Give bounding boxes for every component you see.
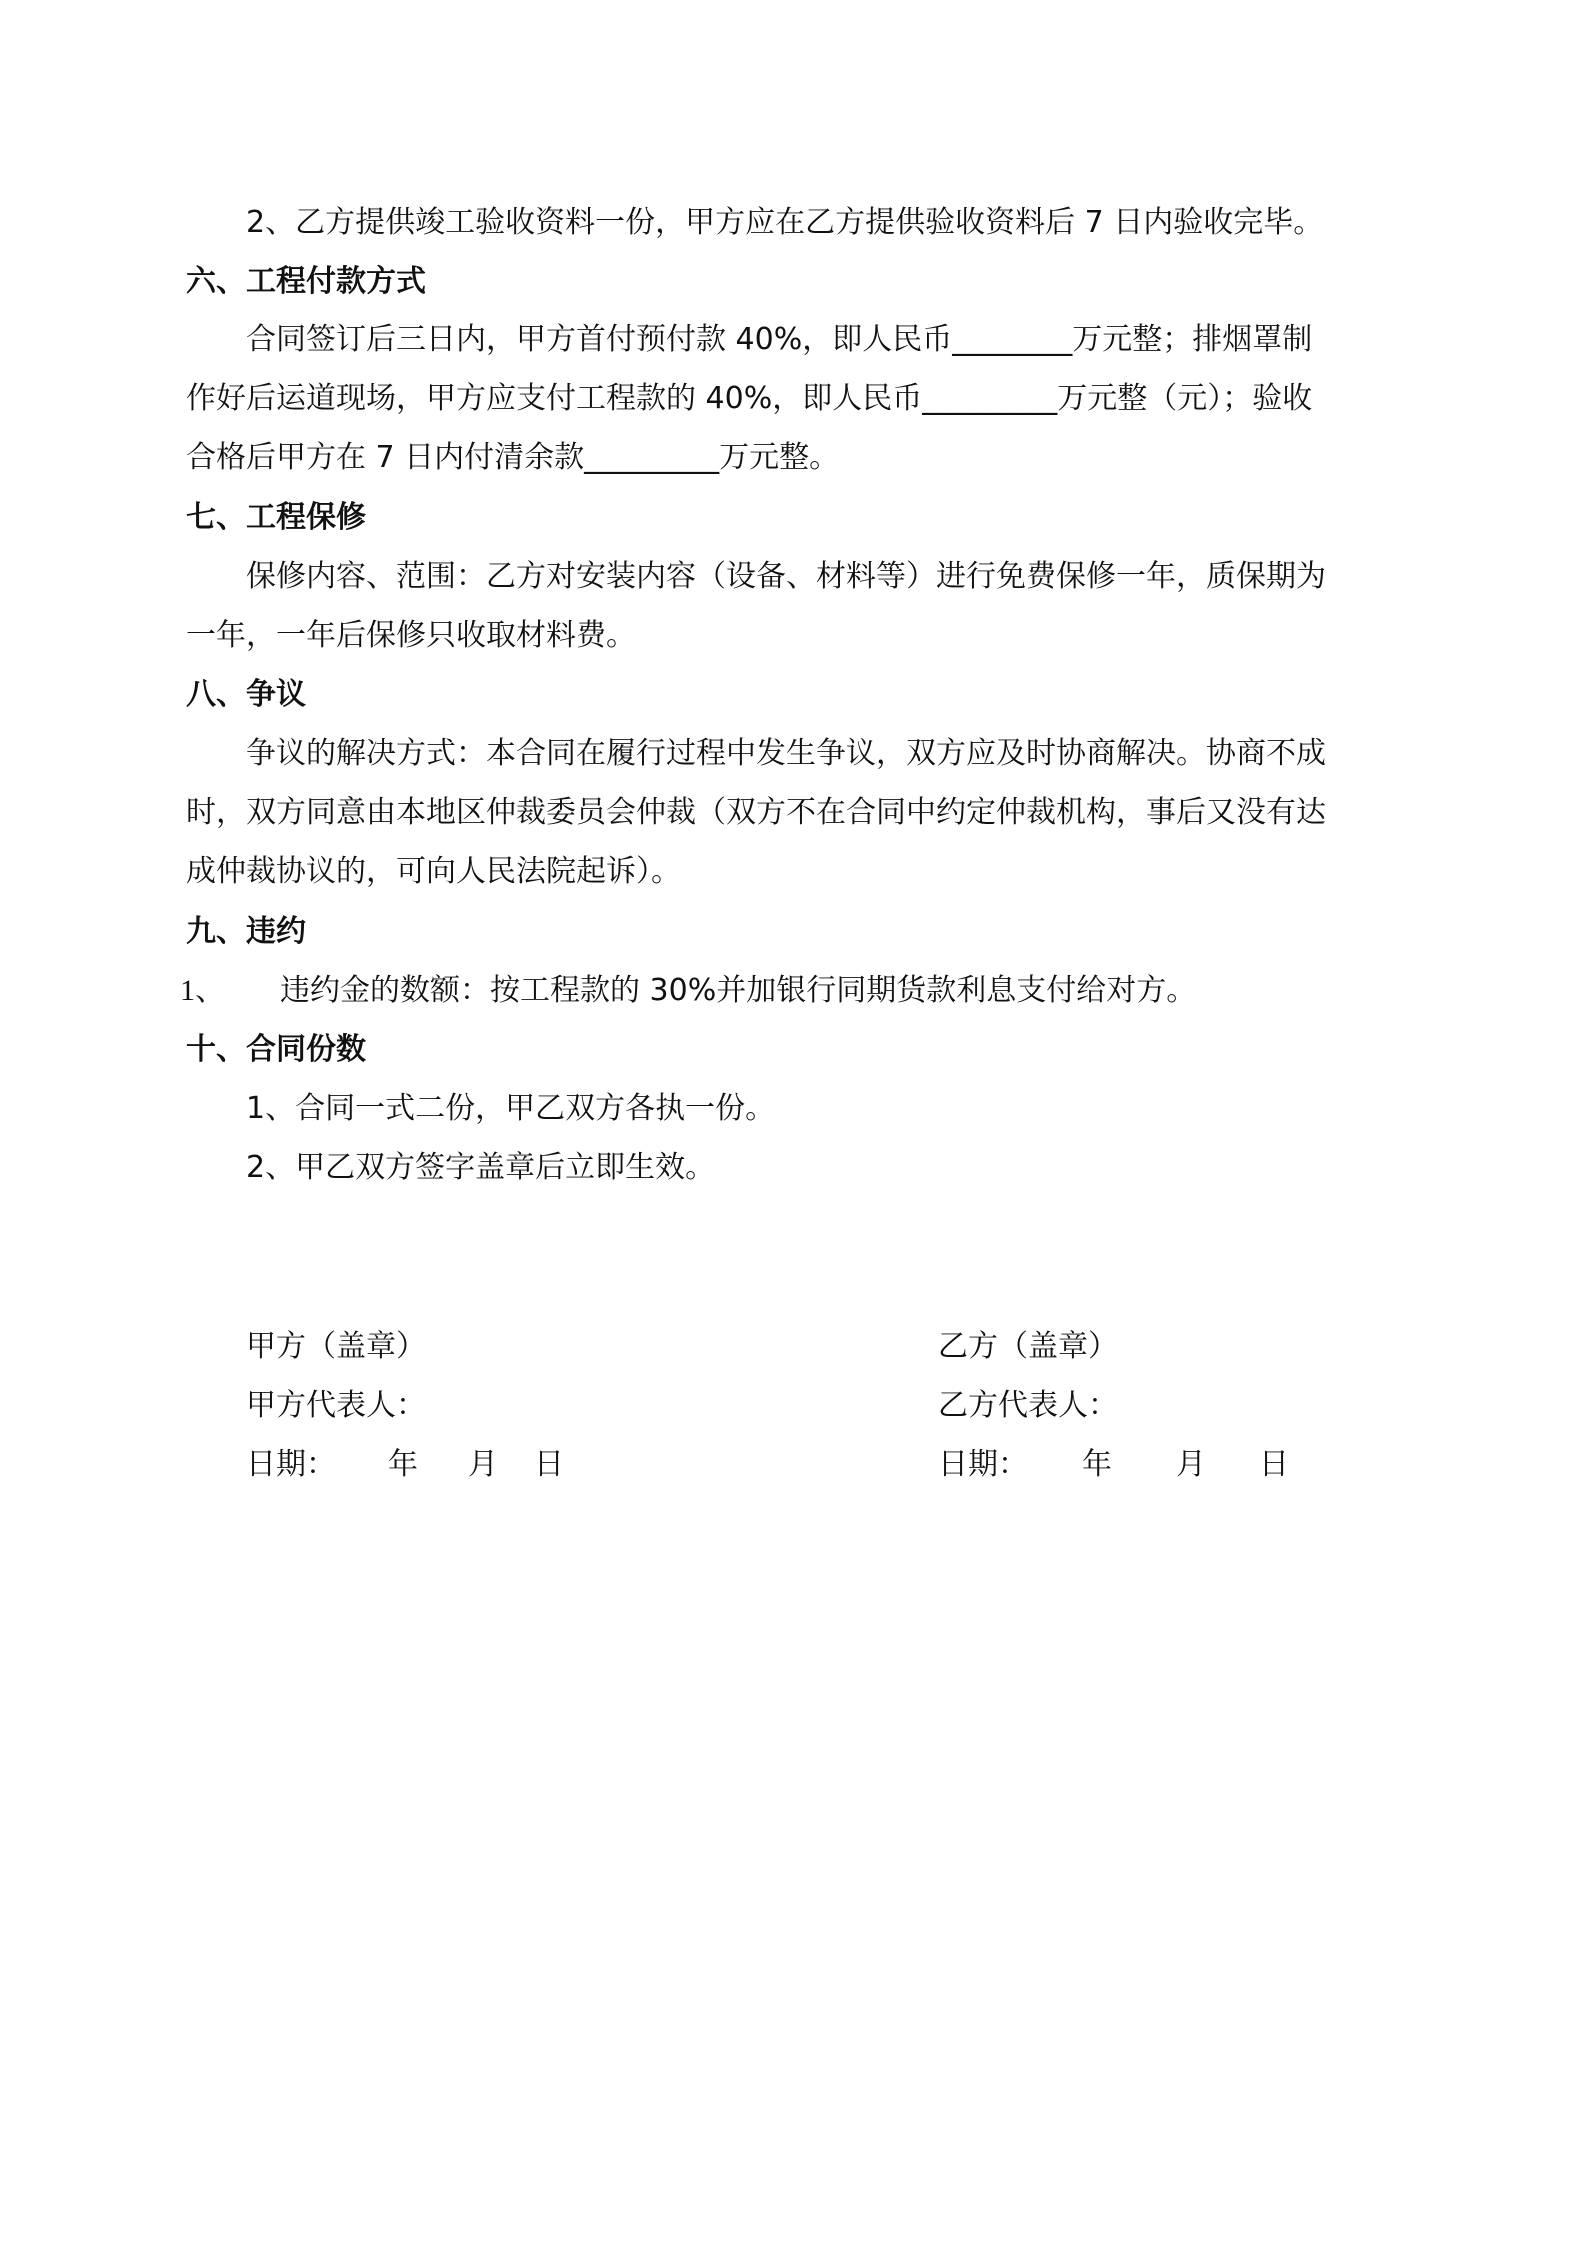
- dispute-paragraph-line-3: 成仲裁协议的，可向人民法院起诉）。: [186, 854, 681, 889]
- party-a-seal: 甲方（盖章）: [246, 1329, 426, 1364]
- copies-item-1: 1、合同一式二份，甲乙双方各执一份。: [246, 1091, 776, 1126]
- section-heading-breach: 九、违约: [186, 914, 306, 949]
- party-a-month: 月: [468, 1447, 498, 1482]
- party-b-year: 年: [1082, 1447, 1112, 1482]
- dispute-paragraph-line-1: 争议的解决方式：本合同在履行过程中发生争议，双方应及时协商解决。协商不成: [246, 736, 1326, 771]
- party-b-representative: 乙方代表人：: [938, 1388, 1118, 1423]
- party-a-date-label: 日期：: [246, 1447, 336, 1482]
- party-b-seal: 乙方（盖章）: [938, 1329, 1118, 1364]
- section-heading-dispute: 八、争议: [186, 677, 306, 712]
- breach-item-text: 违约金的数额：按工程款的 30%并加银行同期货款利息支付给对方。: [280, 973, 1197, 1008]
- acceptance-clause-2: 2、乙方提供竣工验收资料一份，甲方应在乙方提供验收资料后 7 日内验收完毕。: [246, 205, 1324, 240]
- copies-item-2: 2、甲乙双方签字盖章后立即生效。: [246, 1150, 716, 1185]
- warranty-paragraph-line-1: 保修内容、范围：乙方对安装内容（设备、材料等）进行免费保修一年，质保期为: [246, 559, 1326, 594]
- section-heading-warranty: 七、工程保修: [186, 500, 366, 535]
- section-heading-copies: 十、合同份数: [186, 1032, 366, 1067]
- party-a-representative: 甲方代表人：: [246, 1388, 426, 1423]
- party-a-day: 日: [534, 1447, 564, 1482]
- party-b-day: 日: [1259, 1447, 1289, 1482]
- warranty-paragraph-line-2: 一年，一年后保修只收取材料费。: [186, 618, 636, 653]
- party-b-date-label: 日期：: [938, 1447, 1028, 1482]
- party-a-year: 年: [388, 1447, 418, 1482]
- payment-paragraph-line-2: 作好后运道现场，甲方应支付工程款的 40%，即人民币_________万元整（元）；验收: [186, 381, 1313, 416]
- payment-paragraph-line-1: 合同签订后三日内，甲方首付预付款 40%，即人民币________万元整；排烟罩制: [246, 322, 1313, 357]
- breach-item-number: 1、: [180, 974, 225, 1007]
- dispute-paragraph-line-2: 时，双方同意由本地区仲裁委员会仲裁（双方不在合同中约定仲裁机构，事后又没有达: [186, 795, 1326, 830]
- party-b-month: 月: [1176, 1447, 1206, 1482]
- section-heading-payment: 六、工程付款方式: [186, 264, 426, 299]
- payment-paragraph-line-3: 合格后甲方在 7 日内付清余款_________万元整。: [186, 440, 840, 475]
